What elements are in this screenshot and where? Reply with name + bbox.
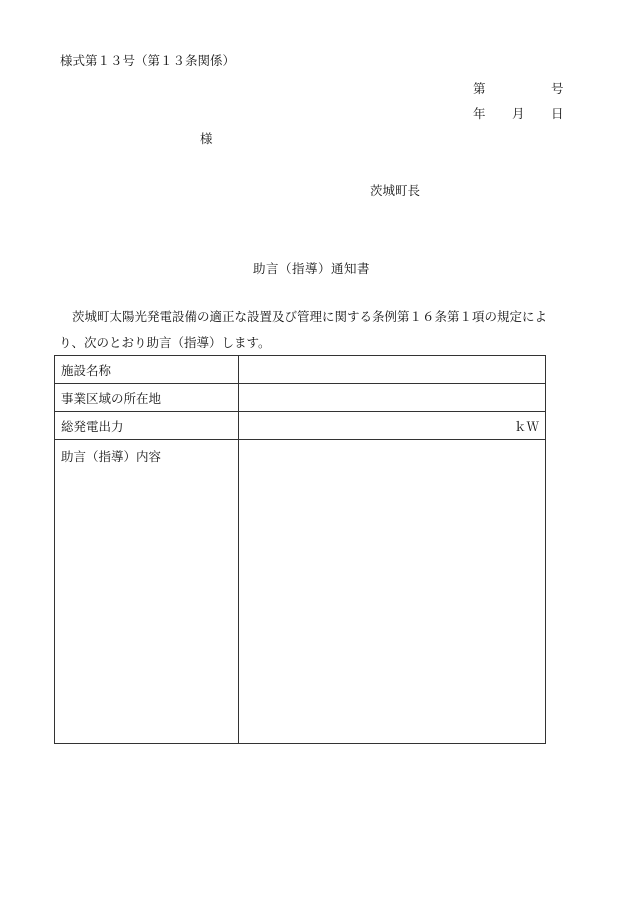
date-year-label: 年: [473, 106, 486, 121]
table-row-project-location: [55, 384, 546, 412]
document-number-label: 第: [473, 81, 486, 96]
total-output-label: 総発電出力: [55, 412, 239, 440]
form-identifier: 様式第１３号（第１３条関係）: [60, 53, 236, 68]
project-location-label: 事業区域の所在地: [55, 384, 239, 412]
advice-content-value: [239, 440, 546, 744]
total-output-unit: ｋＷ: [513, 418, 539, 434]
document-number-suffix: 号: [551, 81, 564, 96]
details-table: [54, 355, 546, 744]
facility-name-label: 施設名称: [55, 356, 239, 384]
total-output-value: [239, 412, 546, 440]
document-title: 助言（指導）通知書: [253, 261, 371, 276]
facility-name-value: [239, 356, 546, 384]
issuer-name: 茨城町長: [370, 183, 421, 198]
table-row-facility-name: [55, 356, 546, 384]
addressee-honorific: 様: [200, 131, 213, 146]
advice-content-label: 助言（指導）内容: [55, 440, 239, 744]
project-location-value: [239, 384, 546, 412]
date-day-label: 日: [551, 106, 564, 121]
table-row-total-output: [55, 412, 546, 440]
date-month-label: 月: [512, 106, 525, 121]
body-paragraph: 茨城町太陽光発電設備の適正な設置及び管理に関する条例第１６条第１項の規定により、次のとおり助言（指導）します。: [59, 309, 548, 350]
table-row-advice-content: [55, 440, 546, 744]
